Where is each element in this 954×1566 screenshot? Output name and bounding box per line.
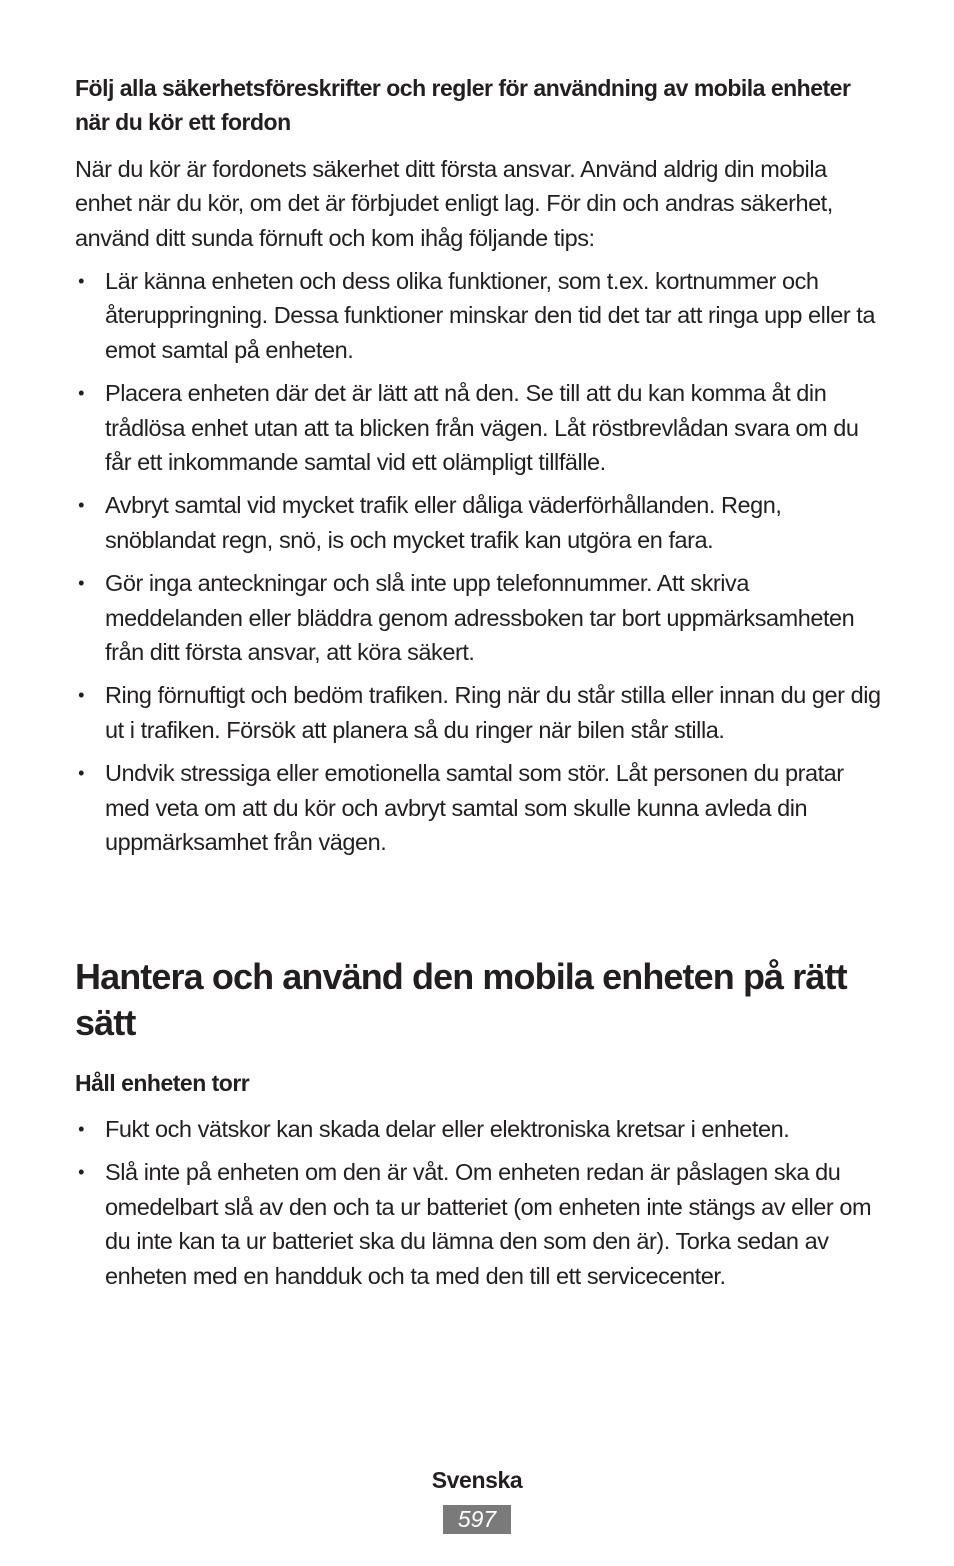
list-item [75,488,885,557]
bullet-icon: • [78,383,84,404]
bullet-icon: • [78,1162,84,1183]
list-item-text: Gör inga anteckningar och slå inte upp telefonnummer. Att skriva meddelanden eller bläddra genom adressboken tar bort uppmärksamheten från ditt första ansvar, att köra säkert. [105,570,855,666]
keep-dry-list [75,1112,885,1293]
section-subheading-keep-dry: Håll enheten torr [75,1070,250,1096]
list-item [75,376,885,479]
list-item [75,678,885,747]
bullet-icon: • [78,495,84,516]
list-item [75,264,885,367]
bullet-icon: • [78,573,84,594]
list-item [75,756,885,859]
list-item-text: Undvik stressiga eller emotionella samtal som stör. Låt personen du pratar med veta om att du kör och avbryt samtal som skulle kunna avleda din uppmärksamhet från vägen. [105,760,844,856]
list-item-text: Avbryt samtal vid mycket trafik eller dåliga väderförhållanden. Regn, snöblandat regn, snö, is och mycket trafik kan utgöra en fara. [105,492,782,553]
bullet-icon: • [78,685,84,706]
list-item-text: Lär känna enheten och dess olika funktioner, som t.ex. kortnummer och återuppringning. Dessa funktioner minskar den tid det tar att ringa upp eller ta emot samtal på enheten. [105,268,875,363]
list-item [75,1155,885,1293]
list-item-text: Slå inte på enheten om den är våt. Om enheten redan är påslagen ska du omedelbart slå av den och ta ur batteriet (om enheten inte stängs av eller om du inte kan ta ur batteriet ska du lämna den som den är). Torka sedan av enheten med en handduk och ta med den till ett servicecenter. [105,1159,872,1289]
section-heading-handling: Hantera och använd den mobila enheten på rätt sätt [75,956,847,1043]
list-item-text: Placera enheten där det är lätt att nå den. Se till att du kan komma åt din trådlösa enhet utan att ta blicken från vägen. Låt röstbrevlådan svara om du får ett inkommande samtal vid ett olämpligt tillfälle. [105,380,859,476]
section-subheading-driving: Följ alla säkerhetsföreskrifter och regler för användning av mobila enheter när du kör ett fordon [75,75,851,135]
list-item [75,1112,885,1146]
list-item-text: Ring förnuftigt och bedöm trafiken. Ring när du står stilla eller innan du ger dig ut i trafiken. Försök att planera så du ringer när bilen står stilla. [105,682,881,743]
footer-language: Svenska [431,1467,523,1493]
bullet-icon: • [78,763,84,784]
page-number: 597 [443,1505,511,1534]
bullet-icon: • [78,1119,84,1139]
intro-paragraph: När du kör är fordonets säkerhet ditt första ansvar. Använd aldrig din mobila enhet när du kör, om det är förbjudet enligt lag. För din och andras säkerhet, använd ditt sunda förnuft och kom ihåg följande tips: [75,156,833,251]
driving-tips-list [75,264,885,860]
bullet-icon: • [78,271,84,291]
list-item-text: Fukt och vätskor kan skada delar eller elektroniska kretsar i enheten. [105,1116,790,1142]
list-item [75,566,885,669]
